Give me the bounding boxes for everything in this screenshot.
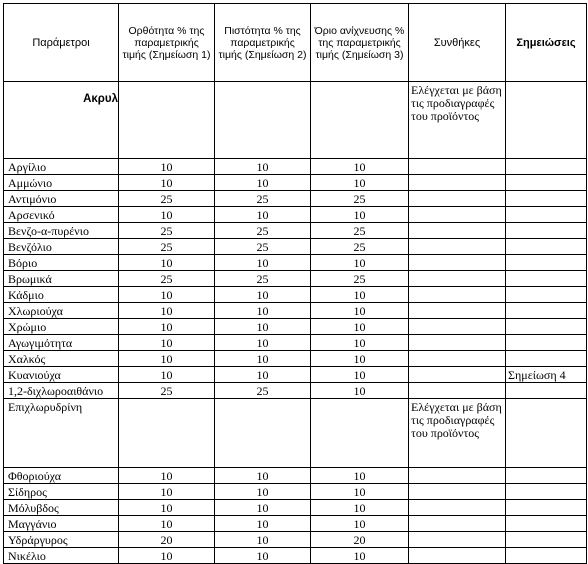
cell-precision: 10	[215, 255, 311, 271]
header-notes: Σημειώσεις	[506, 4, 587, 82]
cell-notes	[506, 500, 587, 516]
cell-accuracy: 10	[119, 516, 215, 532]
cell-conditions	[409, 383, 506, 399]
cell-parameter: Επιχλωρυδρίνη	[4, 399, 119, 468]
cell-parameter: Αγωγιμότητα	[4, 335, 119, 351]
cell-conditions	[409, 175, 506, 191]
cell-conditions: Ελέγχεται με βάση τις προδιαγραφές του προϊόντος	[409, 82, 506, 159]
table-row	[4, 207, 587, 223]
cell-notes	[506, 255, 587, 271]
cell-notes	[506, 191, 587, 207]
cell-precision: 10	[215, 159, 311, 175]
cell-detection-limit: 10	[311, 207, 409, 223]
cell-precision: 10	[215, 367, 311, 383]
table-row	[4, 319, 587, 335]
cell-detection-limit: 10	[311, 468, 409, 484]
cell-precision: 10	[215, 335, 311, 351]
cell-precision: 25	[215, 223, 311, 239]
header-accuracy: Ορθότητα % της παραμετρικής τιμής (Σημείωση 1)	[119, 4, 215, 82]
cell-conditions	[409, 367, 506, 383]
cell-parameter: Βρωμικά	[4, 271, 119, 287]
cell-notes	[506, 383, 587, 399]
cell-detection-limit: 10	[311, 319, 409, 335]
table-row	[4, 399, 587, 468]
cell-accuracy: 10	[119, 207, 215, 223]
cell-notes	[506, 271, 587, 287]
cell-parameter: Υδράργυρος	[4, 532, 119, 548]
header-detection-limit: Όριο ανίχνευσης % της παραμετρικής τιμής (Σημείωση 3)	[311, 4, 409, 82]
cell-accuracy: 10	[119, 351, 215, 367]
cell-notes	[506, 82, 587, 159]
cell-accuracy: 10	[119, 175, 215, 191]
cell-precision: 10	[215, 548, 311, 564]
cell-detection-limit: 10	[311, 548, 409, 564]
cell-parameter: Αμμώνιο	[4, 175, 119, 191]
cell-precision: 10	[215, 468, 311, 484]
cell-conditions	[409, 303, 506, 319]
cell-conditions	[409, 271, 506, 287]
cell-notes	[506, 351, 587, 367]
table-row	[4, 271, 587, 287]
cell-notes	[506, 516, 587, 532]
cell-accuracy: 25	[119, 271, 215, 287]
cell-parameter: Αρσενικό	[4, 207, 119, 223]
cell-conditions	[409, 159, 506, 175]
cell-detection-limit: 25	[311, 271, 409, 287]
table-row	[4, 335, 587, 351]
cell-accuracy: 10	[119, 367, 215, 383]
table-row	[4, 516, 587, 532]
table-row	[4, 351, 587, 367]
cell-conditions	[409, 484, 506, 500]
cell-accuracy: 10	[119, 287, 215, 303]
cell-accuracy: 10	[119, 335, 215, 351]
cell-detection-limit: 10	[311, 335, 409, 351]
cell-accuracy: 25	[119, 239, 215, 255]
cell-accuracy: 10	[119, 303, 215, 319]
cell-notes	[506, 468, 587, 484]
cell-precision: 10	[215, 175, 311, 191]
cell-notes	[506, 159, 587, 175]
cell-notes	[506, 532, 587, 548]
table-row	[4, 223, 587, 239]
cell-notes	[506, 484, 587, 500]
cell-conditions: Ελέγχεται με βάση τις προδιαγραφές του προϊόντος	[409, 399, 506, 468]
cell-conditions	[409, 335, 506, 351]
cell-parameter: 1,2-διχλωροαιθάνιο	[4, 383, 119, 399]
table-row	[4, 159, 587, 175]
cell-precision	[215, 82, 311, 159]
cell-detection-limit: 10	[311, 351, 409, 367]
cell-detection-limit: 10	[311, 484, 409, 500]
cell-accuracy	[119, 399, 215, 468]
cell-parameter: Χρώμιο	[4, 319, 119, 335]
cell-conditions	[409, 255, 506, 271]
cell-parameter: Ακρυλ	[4, 82, 119, 159]
cell-detection-limit	[311, 399, 409, 468]
cell-detection-limit: 10	[311, 500, 409, 516]
cell-conditions	[409, 239, 506, 255]
cell-detection-limit: 10	[311, 303, 409, 319]
table-row	[4, 287, 587, 303]
cell-notes	[506, 319, 587, 335]
cell-accuracy: 10	[119, 255, 215, 271]
cell-parameter: Κυανιούχα	[4, 367, 119, 383]
cell-accuracy: 10	[119, 484, 215, 500]
cell-parameter: Μόλυβδος	[4, 500, 119, 516]
cell-detection-limit	[311, 82, 409, 159]
cell-notes	[506, 223, 587, 239]
cell-parameter: Αργίλιο	[4, 159, 119, 175]
header-row	[4, 4, 587, 82]
table-row	[4, 255, 587, 271]
cell-precision: 10	[215, 532, 311, 548]
cell-accuracy: 25	[119, 191, 215, 207]
table-row	[4, 532, 587, 548]
table-row	[4, 303, 587, 319]
cell-precision: 10	[215, 319, 311, 335]
cell-parameter: Μαγγάνιο	[4, 516, 119, 532]
cell-precision: 10	[215, 303, 311, 319]
cell-parameter: Κάδμιο	[4, 287, 119, 303]
cell-conditions	[409, 500, 506, 516]
cell-conditions	[409, 207, 506, 223]
cell-precision: 10	[215, 287, 311, 303]
parameters-table	[3, 3, 587, 564]
cell-conditions	[409, 223, 506, 239]
cell-accuracy	[119, 82, 215, 159]
cell-precision: 25	[215, 383, 311, 399]
cell-parameter: Νικέλιο	[4, 548, 119, 564]
cell-accuracy: 20	[119, 532, 215, 548]
cell-accuracy: 10	[119, 159, 215, 175]
table-body	[4, 82, 587, 564]
cell-conditions	[409, 191, 506, 207]
cell-conditions	[409, 351, 506, 367]
header-precision: Πιστότητα % της παραμετρικής τιμής (Σημείωση 2)	[215, 4, 311, 82]
cell-detection-limit: 20	[311, 532, 409, 548]
cell-notes	[506, 207, 587, 223]
table-row	[4, 82, 587, 159]
cell-conditions	[409, 319, 506, 335]
cell-precision: 25	[215, 239, 311, 255]
cell-precision: 25	[215, 271, 311, 287]
cell-notes	[506, 239, 587, 255]
cell-accuracy: 25	[119, 383, 215, 399]
cell-conditions	[409, 287, 506, 303]
cell-parameter: Χλωριούχα	[4, 303, 119, 319]
cell-precision: 10	[215, 207, 311, 223]
cell-detection-limit: 10	[311, 255, 409, 271]
cell-detection-limit: 10	[311, 287, 409, 303]
cell-precision	[215, 399, 311, 468]
cell-notes	[506, 399, 587, 468]
cell-conditions	[409, 516, 506, 532]
cell-parameter: Βενζόλιο	[4, 239, 119, 255]
cell-accuracy: 10	[119, 468, 215, 484]
cell-parameter: Σίδηρος	[4, 484, 119, 500]
cell-detection-limit: 10	[311, 175, 409, 191]
cell-notes	[506, 175, 587, 191]
table-row	[4, 367, 587, 383]
header-parameter: Παράμετροι	[4, 4, 119, 82]
header-conditions: Συνθήκες	[409, 4, 506, 82]
cell-detection-limit: 10	[311, 383, 409, 399]
table-header	[4, 4, 587, 82]
cell-precision: 10	[215, 484, 311, 500]
table-row	[4, 500, 587, 516]
cell-precision: 25	[215, 191, 311, 207]
cell-accuracy: 10	[119, 500, 215, 516]
cell-precision: 10	[215, 351, 311, 367]
cell-precision: 10	[215, 516, 311, 532]
parameters-table-container	[3, 3, 587, 564]
cell-parameter: Αντιμόνιο	[4, 191, 119, 207]
cell-detection-limit: 10	[311, 516, 409, 532]
cell-notes	[506, 335, 587, 351]
cell-accuracy: 10	[119, 319, 215, 335]
cell-parameter: Βενζο-α-πυρένιο	[4, 223, 119, 239]
cell-notes	[506, 287, 587, 303]
cell-detection-limit: 25	[311, 239, 409, 255]
cell-parameter: Βόριο	[4, 255, 119, 271]
cell-accuracy: 10	[119, 548, 215, 564]
table-row	[4, 239, 587, 255]
cell-notes	[506, 303, 587, 319]
cell-detection-limit: 25	[311, 191, 409, 207]
cell-conditions	[409, 468, 506, 484]
cell-detection-limit: 10	[311, 367, 409, 383]
cell-conditions	[409, 532, 506, 548]
table-row	[4, 468, 587, 484]
cell-detection-limit: 10	[311, 159, 409, 175]
cell-notes: Σημείωση 4	[506, 367, 587, 383]
table-row	[4, 383, 587, 399]
cell-detection-limit: 25	[311, 223, 409, 239]
cell-parameter: Φθοριούχα	[4, 468, 119, 484]
table-row	[4, 175, 587, 191]
cell-parameter: Χαλκός	[4, 351, 119, 367]
cell-precision: 10	[215, 500, 311, 516]
cell-accuracy: 25	[119, 223, 215, 239]
table-row	[4, 484, 587, 500]
table-row	[4, 191, 587, 207]
